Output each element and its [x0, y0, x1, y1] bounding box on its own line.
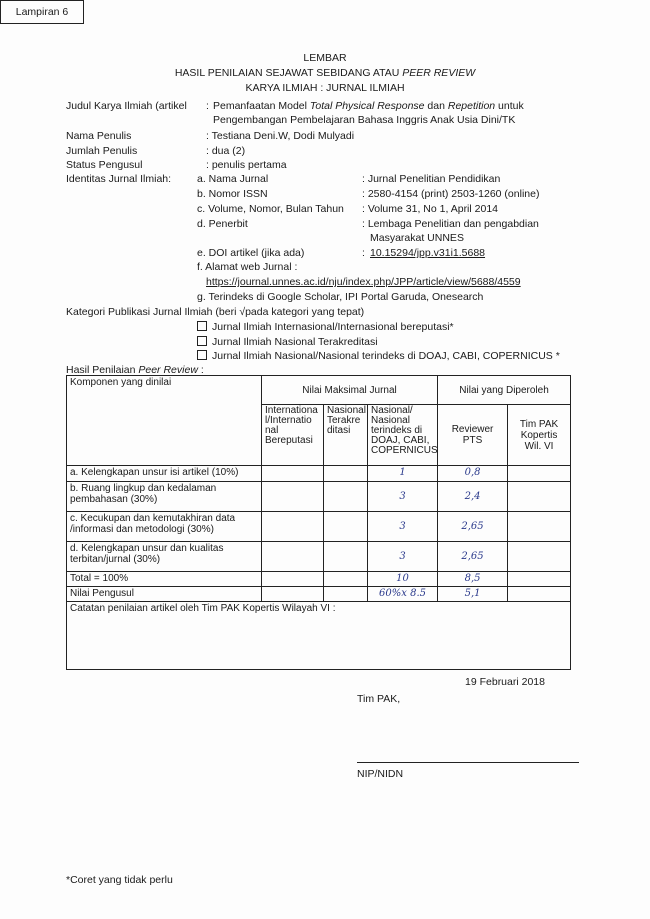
table-row	[67, 542, 571, 572]
cell-empty	[508, 466, 571, 482]
lampiran-box: Lampiran 6	[0, 0, 84, 24]
identitas-g-label: g. Terindeks di Google Scholar, IPI Portal Garuda, Onesearch	[197, 291, 484, 303]
kategori-option-2[interactable]	[197, 336, 378, 348]
cell-empty	[324, 482, 368, 512]
status-label: Status Pengusul	[66, 159, 143, 171]
footer-tim: Tim PAK,	[357, 693, 401, 705]
status-value: : penulis pertama	[206, 159, 287, 171]
identitas-e-sep: :	[362, 247, 365, 259]
row-label: d. Kelengkapan unsur dan kualitas terbitan/jurnal (30%)	[67, 542, 262, 572]
row-max: 3	[368, 482, 438, 512]
cell-empty	[324, 512, 368, 542]
header-line1: LEMBAR	[303, 52, 347, 64]
kategori-option-2-label: Jurnal Ilmiah Nasional Terakreditasi	[212, 336, 378, 348]
sub-reviewer: Reviewer PTS	[438, 405, 508, 466]
identitas-b-value: : 2580-4154 (print) 2503-1260 (online)	[362, 188, 540, 200]
nilai-score: 5,1	[438, 587, 508, 602]
identitas-e-label: e. DOI artikel (jika ada)	[197, 247, 305, 259]
table-row	[67, 482, 571, 512]
judul-label: Judul Karya Ilmiah (artikel	[66, 100, 187, 112]
doi-link[interactable]: 10.15294/jpp.v31i1.5688	[370, 247, 486, 259]
row-max: 3	[368, 512, 438, 542]
diperoleh-header: Nilai yang Diperoleh	[438, 376, 571, 405]
cell-empty	[508, 587, 571, 602]
judul-part1: Pemanfaatan Model	[213, 100, 310, 112]
cell-empty	[262, 512, 324, 542]
nilai-max: 60%x 8.5	[368, 587, 438, 602]
cell-empty	[324, 466, 368, 482]
kategori-option-1-label: Jurnal Ilmiah Internasional/Internasional bereputasi*	[212, 321, 454, 333]
cell-empty	[508, 482, 571, 512]
judul-value	[213, 100, 524, 112]
footer-note: *Coret yang tidak perlu	[66, 874, 173, 886]
cell-empty	[262, 466, 324, 482]
row-score: 2,65	[438, 512, 508, 542]
checkbox-icon	[197, 336, 207, 346]
row-score: 2,65	[438, 542, 508, 572]
table-row	[67, 512, 571, 542]
komponen-header: Komponen yang dinilai	[67, 376, 262, 466]
judul-line2: Pengembangan Pembelajaran Bahasa Inggris Anak Usia Dini/TK	[213, 114, 516, 126]
row-max: 3	[368, 542, 438, 572]
signature-line	[357, 762, 579, 763]
identitas-d-label: d. Penerbit	[197, 218, 248, 230]
identitas-a-label: a. Nama Jurnal	[197, 173, 269, 185]
kategori-option-3-label: Jurnal Ilmiah Nasional/Nasional terindeks di DOAJ, CABI, COPERNICUS *	[212, 350, 560, 362]
identitas-a-value: : Jurnal Penelitian Pendidikan	[362, 173, 501, 185]
cell-empty	[508, 542, 571, 572]
row-max: 1	[368, 466, 438, 482]
judul-italic1: Total Physical Response	[309, 100, 425, 112]
cell-empty	[324, 572, 368, 587]
cell-empty	[324, 587, 368, 602]
judul-sep: :	[206, 100, 209, 112]
identitas-c-value: : Volume 31, No 1, April 2014	[362, 203, 499, 215]
header-line2-text: HASIL PENILAIAN SEJAWAT SEBIDANG ATAU	[174, 67, 403, 79]
sub-timpak: Tim PAK Kopertis Wil. VI	[508, 405, 571, 466]
header-line2-italic: PEER REVIEW	[402, 67, 476, 79]
total-row	[67, 572, 571, 587]
nama-value: : Testiana Deni.W, Dodi Mulyadi	[206, 130, 355, 142]
nilai-label: Nilai Pengusul	[67, 587, 262, 602]
identitas-label: Identitas Jurnal Ilmiah:	[66, 173, 172, 185]
checkbox-icon	[197, 321, 207, 331]
score-table	[66, 375, 571, 670]
judul-part3: untuk	[495, 100, 524, 112]
checkbox-icon	[197, 350, 207, 360]
total-max: 10	[368, 572, 438, 587]
hasil-label-suffix: :	[197, 364, 204, 376]
cell-empty	[262, 542, 324, 572]
row-label: c. Kecukupan dan kemutakhiran data /informasi dan metodologi (30%)	[67, 512, 262, 542]
row-label: b. Ruang lingkup dan kedalaman pembahasan (30%)	[67, 482, 262, 512]
kategori-option-1[interactable]	[197, 321, 454, 333]
jumlah-label: Jumlah Penulis	[66, 145, 138, 157]
footer-date: 19 Februari 2018	[465, 676, 545, 688]
table-row	[67, 466, 571, 482]
footer-nip: NIP/NIDN	[357, 768, 404, 780]
cell-empty	[262, 587, 324, 602]
cell-empty	[324, 542, 368, 572]
cell-empty	[508, 512, 571, 542]
jumlah-value: : dua (2)	[206, 145, 246, 157]
hasil-label-italic: Peer Review	[138, 364, 198, 376]
kategori-label: Kategori Publikasi Jurnal Ilmiah (beri √pada kategori yang tepat)	[66, 306, 365, 318]
cell-empty	[262, 482, 324, 512]
row-score: 2,4	[438, 482, 508, 512]
journal-url-link[interactable]: https://journal.unnes.ac.id/nju/index.php/JPP/article/view/5688/4559	[206, 276, 521, 288]
row-score: 0,8	[438, 466, 508, 482]
identitas-c-label: c. Volume, Nomor, Bulan Tahun	[197, 203, 344, 215]
catatan: Catatan penilaian artikel oleh Tim PAK Kopertis Wilayah VI :	[67, 602, 571, 670]
nama-label: Nama Penulis	[66, 130, 132, 142]
row-label: a. Kelengkapan unsur isi artikel (10%)	[67, 466, 262, 482]
identitas-d-value2: Masyarakat UNNES	[370, 232, 464, 244]
identitas-f-label: f. Alamat web Jurnal :	[197, 261, 298, 273]
sub-nasional: Nasional Terakre ditasi	[324, 405, 368, 466]
sub-internasional: Internationa l/Internatio nal Bereputasi	[262, 405, 324, 466]
judul-italic2: Repetition	[447, 100, 496, 112]
cell-empty	[262, 572, 324, 587]
kategori-option-3[interactable]	[197, 350, 560, 362]
identitas-b-label: b. Nomor ISSN	[197, 188, 268, 200]
judul-part2: dan	[424, 100, 448, 112]
total-score: 8,5	[438, 572, 508, 587]
sub-terindeks: Nasional/ Nasional terindeks di DOAJ, CABI, COPERNICUS	[368, 405, 438, 466]
identitas-d-value1: : Lembaga Penelitian dan pengabdian	[362, 218, 539, 230]
header-line3: KARYA ILMIAH : JURNAL ILMIAH	[245, 82, 405, 94]
total-label: Total = 100%	[67, 572, 262, 587]
cell-empty	[508, 572, 571, 587]
maks-header: Nilai Maksimal Jurnal	[262, 376, 438, 405]
hasil-label-text: Hasil Penilaian	[66, 364, 139, 376]
nilai-row	[67, 587, 571, 602]
header-line2	[0, 67, 650, 79]
